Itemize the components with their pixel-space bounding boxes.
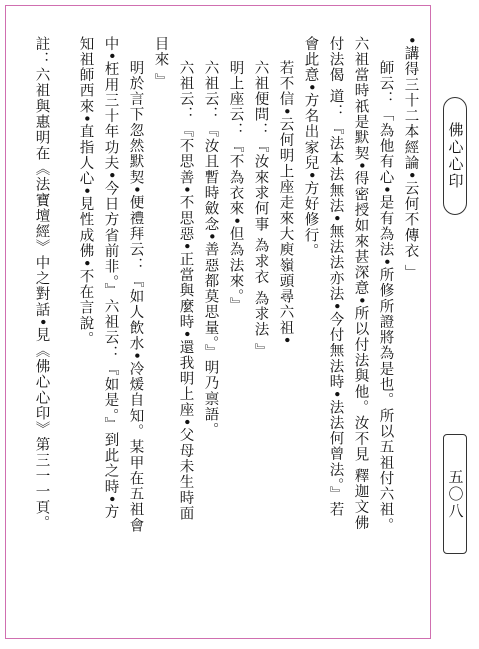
book-title: 佛心心印 [446,122,465,190]
page-number: 五〇八 [446,468,465,520]
text-column: 師云：「為他有心•是有為法•所修所證將為是也。所以五祖付六祖。 [377,60,394,534]
text-column: 會此意•方名出家兒•方好修行。 [302,36,319,259]
text-column: 明上座云：『不為衣來•但為法來。』 [227,60,244,313]
text-column: 六祖云：『不思善•不思惡•正當與麼時•還我明上座•父母未生時面 [177,60,194,522]
page-number-tab [443,434,467,554]
text-column: 目來 』 [152,36,169,89]
text-column: 六祖便問：『汝來求何事 為求衣 為求法 』 [252,60,269,359]
footnote-column: 註：六祖與惠明在《法寶壇經》中之對話•見《佛心心印》第三一一頁。 [33,36,50,531]
text-column: 六祖云：『汝且暫時斂念•善惡都莫思量。』明乃禀語。 [202,60,219,439]
text-column: 知祖師西來•直指人心•見性成佛•不在言說。 [77,36,94,347]
text-column: 明於言下忽然默契•便禮拜云：『如人飲水•冷煖自知。某甲在五祖會 [127,60,144,534]
text-column: 若不信•云何明上座走來大庾嶺頭尋六祖• [277,60,294,346]
text-column: •講得三十二本經論•云何不傳衣 」 [402,36,419,281]
book-title-tab [443,97,467,215]
text-column: 中•枉用三十年功夫•今日方省前非。』六祖云：『如是。』到此之時•方 [102,36,119,521]
text-column: 六祖當時祇是默契•得密授如來甚深意•所以付法與他。汝不見 釋迦文佛 [352,36,369,531]
text-column: 付法偈 道：『法本法無法•無法法亦法•今付無法時•法法何曾法。』若 [327,36,344,518]
